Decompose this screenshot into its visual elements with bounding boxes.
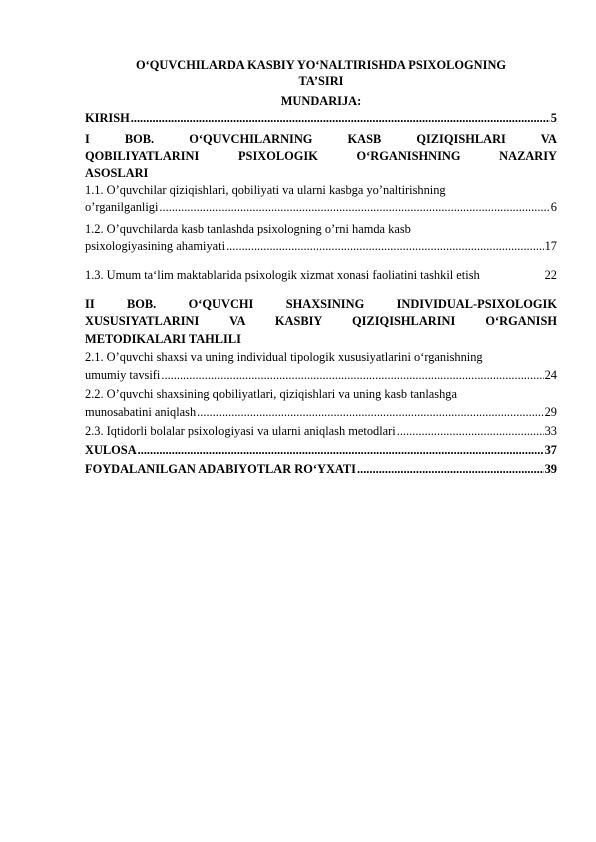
toc-entry-text: KIRISH: [85, 111, 130, 125]
toc-page-number: 22: [544, 268, 557, 282]
toc-chapter-2-line-3: METODIKALARI TAHLILI: [85, 332, 241, 346]
toc-page-number: 29: [544, 405, 557, 419]
toc-page-number: 24: [544, 368, 557, 382]
dot-leader: [397, 423, 544, 440]
toc-entry-text: XULOSA: [85, 443, 137, 457]
toc-chapter-1-line-2: QOBILIYATLARINI PSIXOLOGIK O‘RGANISHNING NAZARIY: [85, 149, 557, 163]
dot-leader: [226, 238, 544, 255]
toc-section-2-1: [85, 367, 557, 384]
toc-page-number: 33: [544, 424, 557, 438]
toc-entry-text: umumiy tavsifi: [85, 368, 161, 382]
toc-section-2-1-line-1: 2.1. O’quvchi shaxsi va uning individual tipologik xususiyatlarini o‘rganishning: [85, 350, 483, 364]
toc-section-1-2-line-1: 1.2. O’quvchilarda kasb tanlashda psixologning o’rni hamda kasb: [85, 222, 411, 236]
toc-entry-text: 1.3. Umum ta‘lim maktablarida psixologik xizmat xonasi faoliatini tashkil etish: [85, 268, 480, 282]
dot-leader: [138, 442, 544, 459]
toc-entry-text: o’rganilganligi: [85, 200, 159, 214]
toc-page-number: 5: [550, 111, 557, 125]
toc-entry-intro: [85, 110, 557, 127]
toc-chapter-1-line-3: ASOSLARI: [85, 166, 149, 180]
toc-chapter-2-line-2: XUSUSIYATLARINI VA KASBIY QIZIQISHLARINI O‘RGANISH: [85, 314, 557, 328]
toc-entry-text: FOYDALANILGAN ADABIYOTLAR RO‘YXATI: [85, 462, 357, 476]
toc-section-2-3: [85, 423, 557, 440]
dot-leader: [161, 367, 543, 384]
toc-page-number: 37: [544, 443, 557, 457]
toc-entry-references: [85, 461, 557, 478]
contents-heading: MUNDARIJA:: [280, 94, 362, 108]
dot-leader: [357, 461, 544, 478]
toc-entry-text: psixologiyasining ahamiyati: [85, 239, 226, 253]
document-title-line-2: TA’SIRI: [298, 74, 344, 88]
toc-chapter-2-line-1: II BOB. O‘QUVCHI SHAXSINING INDIVIDUAL-PSIXOLOGIK: [85, 297, 557, 311]
toc-page-number: 17: [544, 239, 557, 253]
toc-page-number: 6: [550, 200, 557, 214]
toc-entry-text: 2.3. Iqtidorli bolalar psixologiyasi va ularni aniqlash metodlari: [85, 424, 396, 438]
toc-chapter-1-line-1: I BOB. O‘QUVCHILARNING KASB QIZIQISHLARI VA: [85, 132, 557, 146]
dot-leader: [159, 199, 549, 216]
toc-entry-text: munosabatini aniqlash: [85, 405, 197, 419]
dot-leader: [197, 404, 543, 421]
toc-section-1-3: [85, 267, 557, 284]
toc-section-1-1: [85, 199, 557, 216]
toc-section-1-1-line-1: 1.1. O’quvchilar qiziqishlari, qobiliyati va ularni kasbga yo’naltirishning: [85, 183, 446, 197]
toc-section-2-2-line-1: 2.2. O’quvchi shaxsining qobiliyatlari, qiziqishlari va uning kasb tanlashga: [85, 387, 457, 401]
toc-page-number: 39: [544, 462, 557, 476]
toc-section-1-2: [85, 238, 557, 255]
dot-leader: [131, 110, 550, 127]
toc-entry-conclusion: [85, 442, 557, 459]
document-title-line-1: O‘QUVCHILARDA KASBIY YO‘NALTIRISHDA PSIXOLOGNING: [135, 58, 507, 72]
toc-section-2-2: [85, 404, 557, 421]
